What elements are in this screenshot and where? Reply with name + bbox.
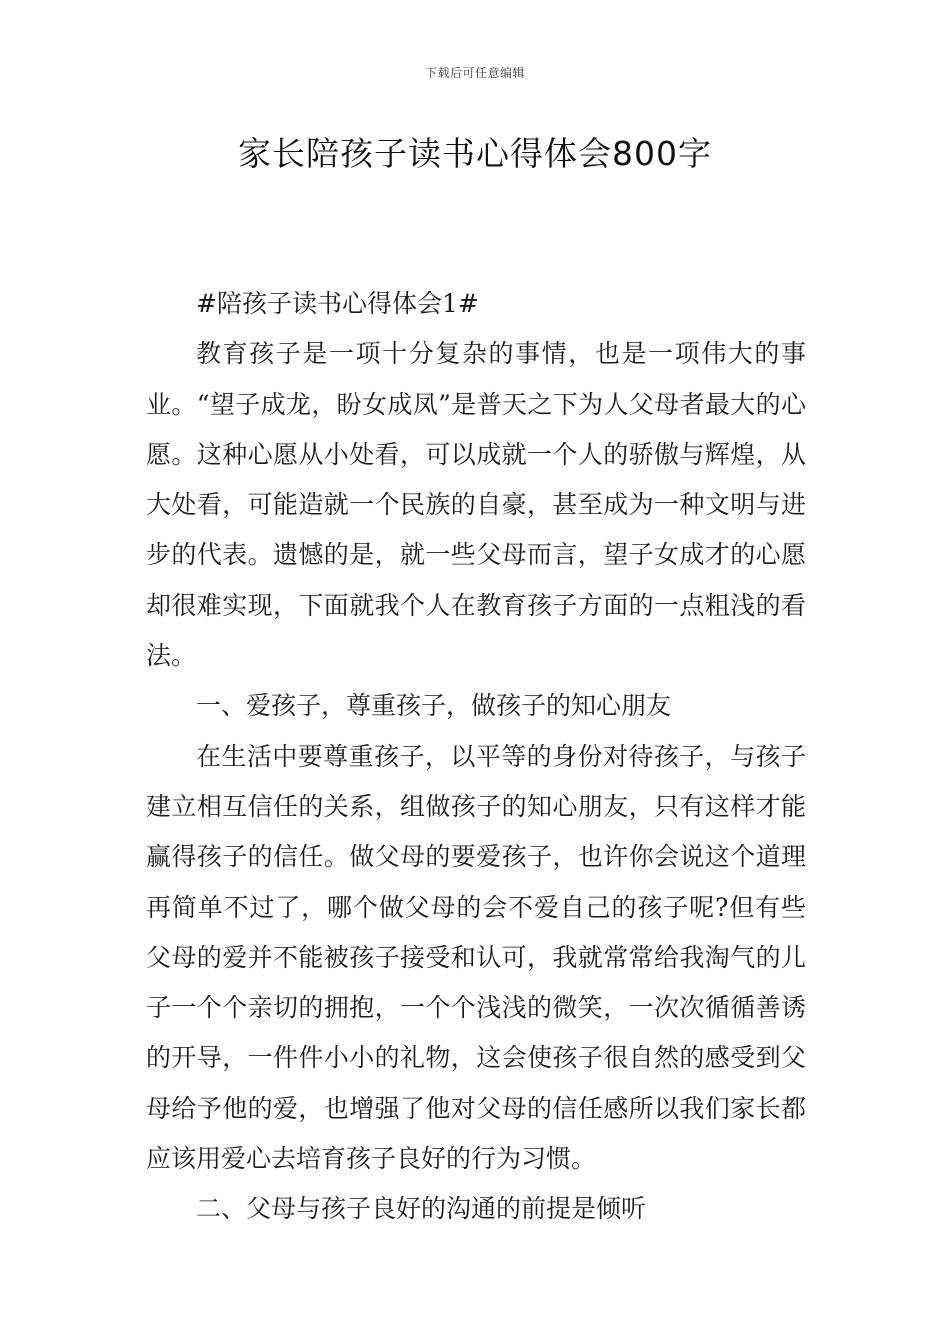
section-heading-1: #陪孩子读书心得体会1# [196, 289, 479, 318]
paragraph-intro: 教育孩子是一项十分复杂的事情，也是一项伟大的事业。“望子成龙，盼女成凤”是普天之下为人父母者最大的心愿。这种心愿从小处看，可以成就一个人的骄傲与辉煌，从大处看，可能造就一个民族的自豪，甚至成为一种文明与进步的代表。遗憾的是，就一些父母而言，望子女成才的心愿却很难实现，下面就我个人在教育孩子方面的一点粗浅的看法。 [146, 339, 806, 671]
subheading-1: 一、爱孩子，尊重孩子，做孩子的知心朋友 [196, 691, 672, 721]
header-note: 下载后可任意编辑 [424, 66, 525, 80]
subheading-2: 二、父母与孩子良好的沟通的前提是倾听 [196, 1194, 647, 1224]
document-body [146, 279, 806, 1235]
paragraph-respect: 在生活中要尊重孩子，以平等的身份对待孩子，与孩子建立相互信任的关系，组做孩子的知心朋友，只有这样才能赢得孩子的信任。做父母的要爱孩子，也许你会说这个道理再简单不过了，哪个做父母的会不爱自己的孩子呢?但有些父母的爱并不能被孩子接受和认可，我就常常给我淘气的儿子一个个亲切的拥抱，一个个浅浅的微笑，一次次循循善诱的开导，一件件小小的礼物，这会使孩子很自然的感受到父母给予他的爱，也增强了他对父母的信任感所以我们家长都应该用爱心去培育孩子良好的行为习惯。 [146, 741, 806, 1174]
document-title: 家长陪孩子读书心得体会800字 [238, 134, 712, 173]
